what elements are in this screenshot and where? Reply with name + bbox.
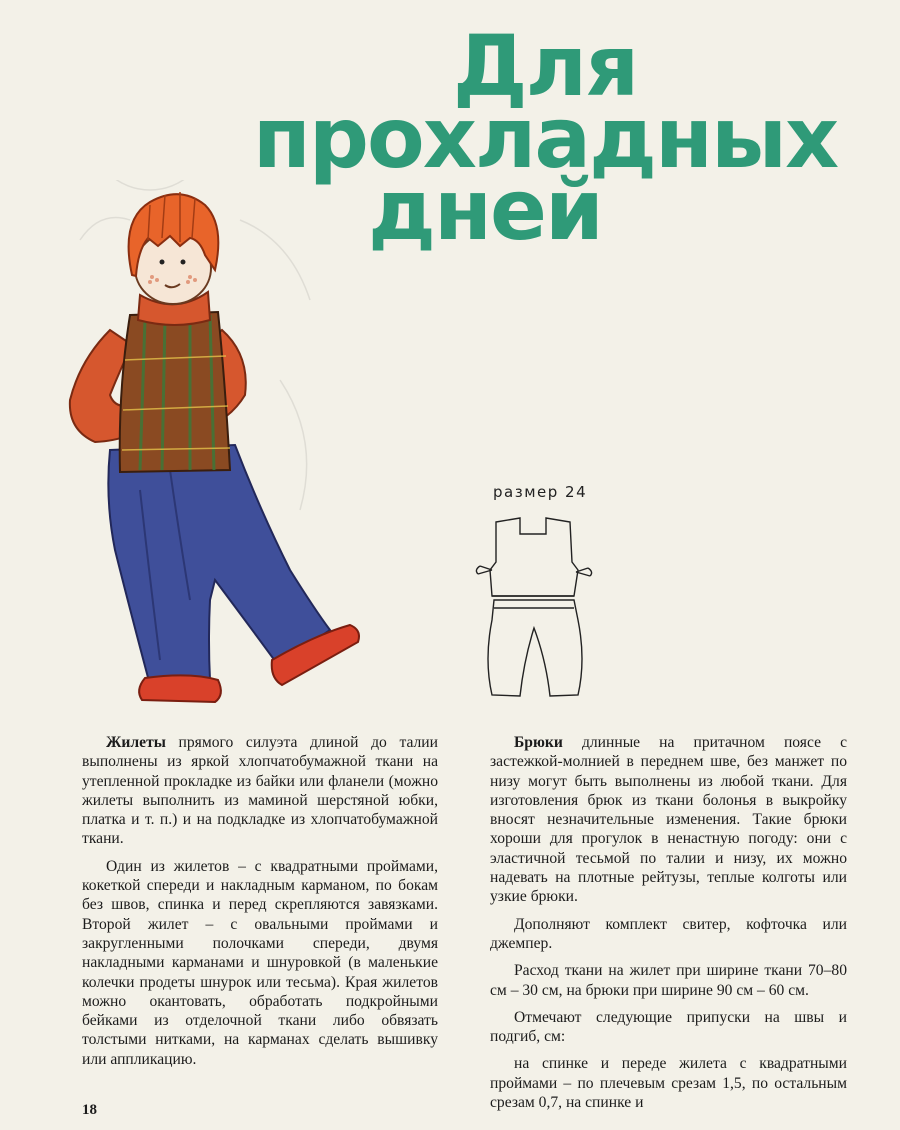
paragraph-lead: Брюки xyxy=(514,734,563,751)
paragraph-text: Отмечают следующие припуски на швы и подгиб, см: xyxy=(490,1008,847,1046)
paragraph xyxy=(490,1008,847,1047)
size-label: размер 24 xyxy=(493,483,588,501)
trousers-outline xyxy=(488,600,582,696)
paragraph xyxy=(490,915,847,954)
vest-outline xyxy=(490,518,578,596)
title-line-2: дней xyxy=(368,161,602,259)
left-shoe xyxy=(139,675,221,702)
paragraph-text: Один из жилетов – с квадратными проймами, кокеткой спереди и накладным карманом, по бокам без швов, спинка и перед скрепляются завязками. Второй жилет – с овальными проймами и закругленными полочками спереди, двумя накладными карманами и шнуровкой (в маленькие колечки продеты шнурок или тесьма). Края жилетов можно окантовать, обработать подкройными бейками из отделочной ткани либо обвязать толстыми нитками, на карманах сделать вышивку или аппликацию. xyxy=(82,857,438,1068)
child-illustration xyxy=(40,180,380,720)
right-text-column xyxy=(490,733,847,1120)
paragraph xyxy=(82,733,438,849)
paragraph-text: длинные на притачном поясе с застежкой-молнией в переднем шве, без манжет по низу могут быть выполнены из любой ткани. Для изготовления брюк из ткани болонья в выкройку вносят незначительные изменения. Такие брюки хороши для прогулок в ненастную погоду: они с эластичной тесьмой по талии и низу, их можно надевать на плотные рейтузы, теплые колготы или узкие брюки. xyxy=(490,734,847,906)
paragraph-lead: Жилеты xyxy=(106,734,166,751)
outfit-diagram xyxy=(468,510,618,705)
paragraph xyxy=(490,961,847,1000)
paragraph xyxy=(490,733,847,907)
paragraph-text: Дополняют комплект свитер, кофточка или джемпер. xyxy=(490,915,847,952)
paragraph-text: на спинке и переде жилета с квадратными проймами – по плечевым срезам 1,5, по остальным срезам 0,7, на спинке и xyxy=(490,1055,847,1112)
right-tie xyxy=(576,568,592,576)
paragraph xyxy=(490,1054,847,1112)
paragraph-text: Расход ткани на жилет при ширине ткани 70–80 см – 30 см, на брюки при ширине 90 см – 60 см. xyxy=(490,962,847,999)
left-text-column xyxy=(82,733,438,1077)
paragraph xyxy=(82,857,438,1069)
paragraph-text: прямого силуэта длиной до талии выполнены из яркой хлопчатобумажной ткани на утепленной прокладке из байки или фланели (можно жилеты выполнить из маминой шерстяной юбки, платка и т. п.) и на подкладке из хлопчатобумажной ткани. xyxy=(82,734,438,848)
title-line-1: Для прохладных xyxy=(252,17,838,187)
page-number: 18 xyxy=(82,1102,97,1118)
